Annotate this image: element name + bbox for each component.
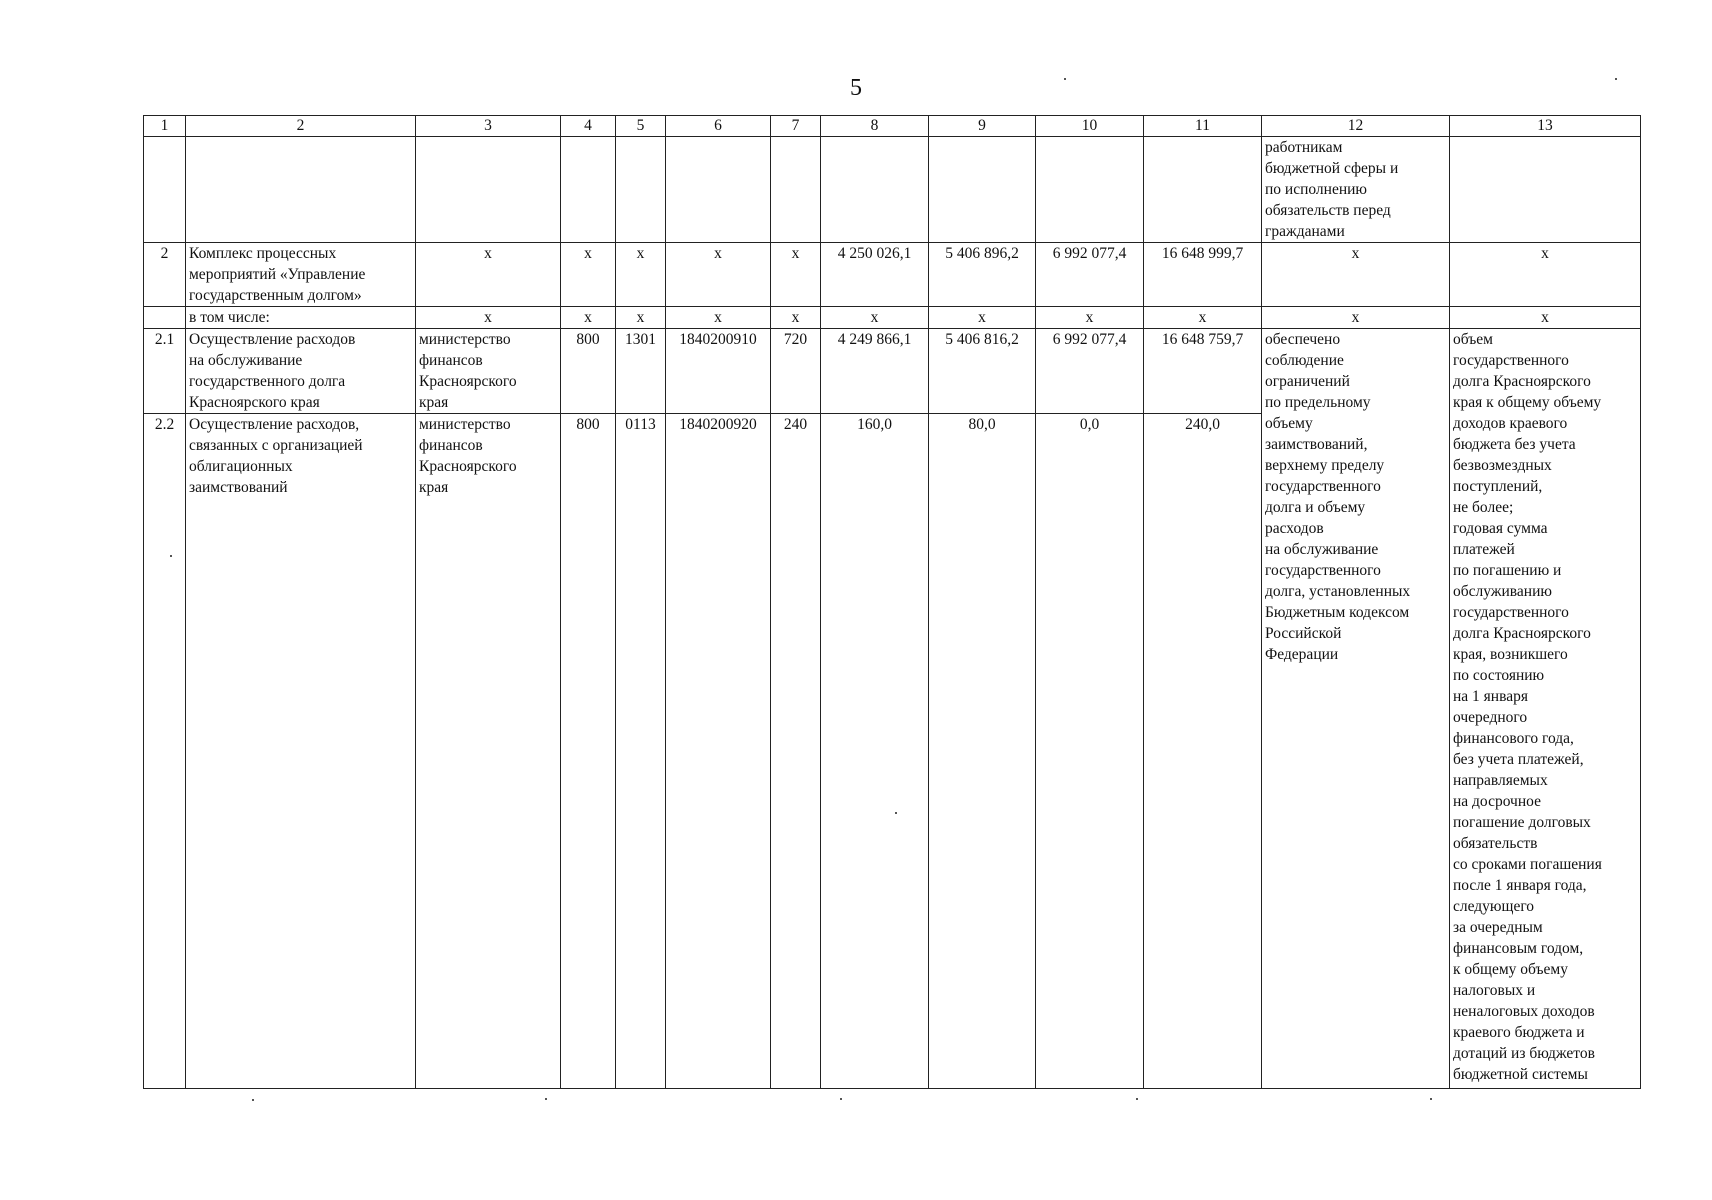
- table-cell: 1840200910: [666, 329, 771, 414]
- table-cell: министерство финансов Красноярского края: [416, 329, 561, 414]
- expected-result-cell: обеспечено соблюдение ограничений по предельному объему заимствований, верхнему пределу государственного долга и объему расходов на обслуживание государственного долга, установленных Бюджетным кодексом Российской Федерации: [1262, 329, 1450, 1089]
- scan-speck: [252, 1099, 254, 1101]
- column-header: 7: [771, 116, 821, 137]
- table-cell: х: [416, 307, 561, 329]
- table-row-2: [144, 243, 1641, 307]
- table-cell: х: [666, 243, 771, 307]
- column-header: 3: [416, 116, 561, 137]
- scan-speck: [1430, 1098, 1432, 1100]
- table-cell: х: [1450, 307, 1641, 329]
- table-row-continuation: [144, 137, 1641, 243]
- table-cell: 0113: [616, 414, 666, 1089]
- table-cell: 800: [561, 414, 616, 1089]
- table-cell: х: [771, 243, 821, 307]
- amount-cell: 160,0: [821, 414, 929, 1089]
- amount-cell: 80,0: [929, 414, 1036, 1089]
- column-header: 9: [929, 116, 1036, 137]
- scan-speck: [895, 812, 897, 814]
- table-cell: х: [1036, 307, 1144, 329]
- amount-cell: 240,0: [1144, 414, 1262, 1089]
- amount-cell: 5 406 896,2: [929, 243, 1036, 307]
- program-table: [143, 115, 1641, 1089]
- table-cell: х: [1144, 307, 1262, 329]
- scan-speck: [1136, 1098, 1138, 1100]
- scan-speck: [1064, 78, 1066, 80]
- table-cell: 800: [561, 329, 616, 414]
- scan-speck: [170, 555, 172, 557]
- column-number-row: [144, 116, 1641, 137]
- table-row-2-1: [144, 329, 1641, 414]
- column-header: 11: [1144, 116, 1262, 137]
- page-number: 5: [850, 75, 862, 101]
- row-number: 2: [144, 243, 186, 307]
- table-cell: 1840200920: [666, 414, 771, 1089]
- amount-cell: 5 406 816,2: [929, 329, 1036, 414]
- table-row-including: [144, 307, 1641, 329]
- table-cell: министерство финансов Красноярского края: [416, 414, 561, 1089]
- table-cell: х: [1450, 243, 1641, 307]
- row-title: Осуществление расходов, связанных с организацией облигационных заимствований: [186, 414, 416, 1089]
- column-header: 13: [1450, 116, 1641, 137]
- amount-cell: 4 249 866,1: [821, 329, 929, 414]
- table-cell: х: [1262, 243, 1450, 307]
- table-cell: х: [666, 307, 771, 329]
- table-cell: х: [821, 307, 929, 329]
- table-cell: 240: [771, 414, 821, 1089]
- amount-cell: 16 648 759,7: [1144, 329, 1262, 414]
- table-cell: х: [416, 243, 561, 307]
- column-header: 10: [1036, 116, 1144, 137]
- table-cell: х: [561, 243, 616, 307]
- amount-cell: 6 992 077,4: [1036, 329, 1144, 414]
- amount-cell: 4 250 026,1: [821, 243, 929, 307]
- table-cell: х: [929, 307, 1036, 329]
- row-title: Комплекс процессных мероприятий «Управление государственным долгом»: [186, 243, 416, 307]
- table-cell: х: [561, 307, 616, 329]
- column-header: 8: [821, 116, 929, 137]
- amount-cell: 16 648 999,7: [1144, 243, 1262, 307]
- indicator-cell: объем государственного долга Красноярского края к общему объему доходов краевого бюджета без учета безвозмездных поступлений, не более; годовая сумма платежей по погашению и обслуживанию государственного долга Красноярского края, возникшего по состоянию на 1 января очередного финансового года, без учета платежей, направляемых на досрочное погашение долговых обязательств со сроками погашения после 1 января года, следующего за очередным финансовым годом, к общему объему налоговых и неналоговых доходов краевого бюджета и дотаций из бюджетов бюджетной системы: [1450, 329, 1641, 1089]
- table-cell: х: [771, 307, 821, 329]
- row-title: Осуществление расходов на обслуживание государственного долга Красноярского края: [186, 329, 416, 414]
- table-cell: 1301: [616, 329, 666, 414]
- scan-speck: [545, 1098, 547, 1100]
- amount-cell: 0,0: [1036, 414, 1144, 1089]
- table-cell: работникам бюджетной сферы и по исполнению обязательств перед гражданами: [1262, 137, 1450, 243]
- scan-speck: [1615, 78, 1617, 80]
- row-number: 2.1: [144, 329, 186, 414]
- row-number: 2.2: [144, 414, 186, 1089]
- column-header: 2: [186, 116, 416, 137]
- table-cell: х: [616, 243, 666, 307]
- column-header: 4: [561, 116, 616, 137]
- column-header: 5: [616, 116, 666, 137]
- table-cell: х: [616, 307, 666, 329]
- scan-speck: [840, 1098, 842, 1100]
- column-header: 6: [666, 116, 771, 137]
- table-cell: х: [1262, 307, 1450, 329]
- row-title: в том числе:: [186, 307, 416, 329]
- table-cell: 720: [771, 329, 821, 414]
- column-header: 12: [1262, 116, 1450, 137]
- column-header: 1: [144, 116, 186, 137]
- amount-cell: 6 992 077,4: [1036, 243, 1144, 307]
